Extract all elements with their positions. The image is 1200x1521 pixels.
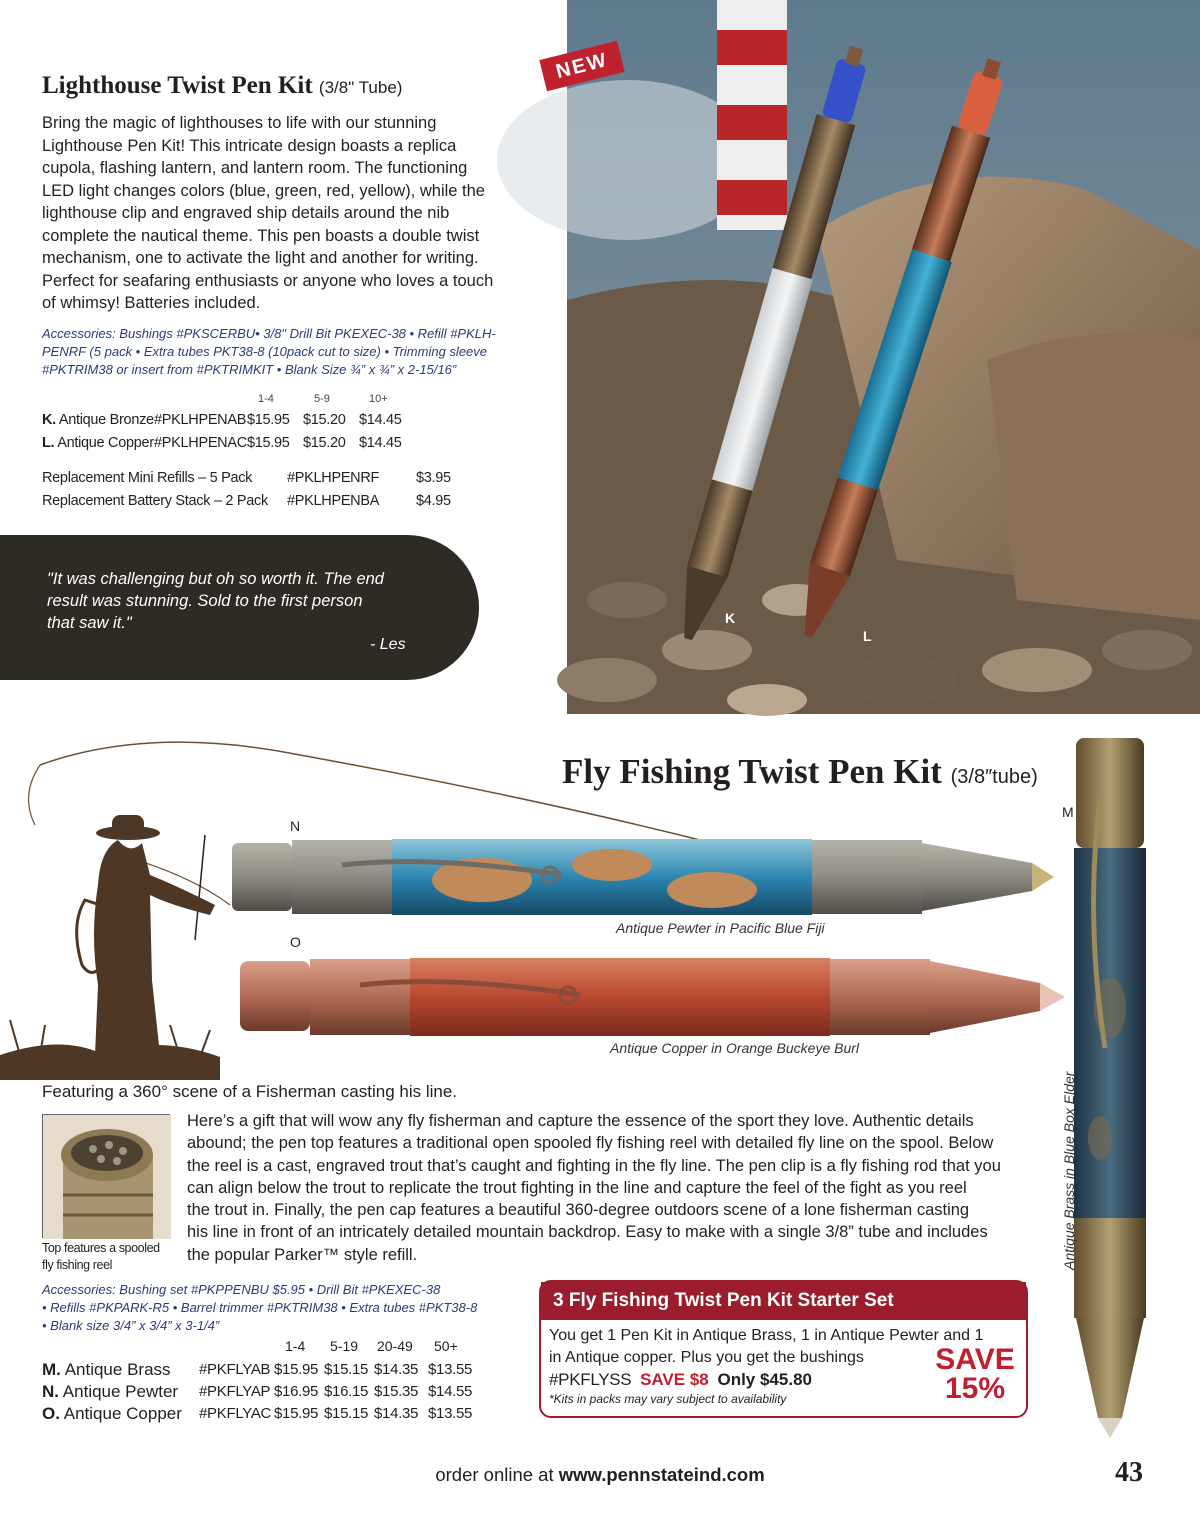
replacement-name: Replacement Mini Refills – 5 Pack	[42, 470, 253, 486]
product-price: $15.35	[374, 1383, 419, 1400]
flyfishing-description	[187, 1110, 1027, 1266]
product-price: $16.95	[274, 1383, 319, 1400]
desc-line: complete the nautical theme. This pen boasts a double twist	[42, 226, 480, 245]
replacement-price: $3.95	[416, 470, 451, 486]
product-name: Antique Bronze	[58, 412, 154, 428]
pen-m-brass	[1070, 738, 1150, 1438]
product-price: $14.35	[374, 1405, 419, 1422]
product-letter: K.	[42, 412, 56, 428]
reel-caption	[42, 1240, 182, 1274]
caption-copper: Antique Copper in Orange Buckeye Burl	[610, 1040, 860, 1056]
starter-set-note: *Kits in packs may vary subject to availability	[549, 1392, 787, 1406]
quote-line: that saw it."	[47, 614, 132, 632]
pen-label-m: M	[1062, 804, 1074, 820]
product-price: $15.95	[247, 435, 290, 451]
product-price: $14.45	[359, 412, 402, 428]
starter-set-sku: #PKFLYSS	[549, 1370, 632, 1389]
lighthouse-title-text: Lighthouse Twist Pen Kit	[42, 72, 313, 99]
desc-line: of whimsy! Batteries included.	[42, 294, 261, 312]
caption-pewter: Antique Pewter in Pacific Blue Fiji	[616, 920, 825, 936]
product-letter: M.	[42, 1360, 61, 1379]
feature-line: Featuring a 360° scene of a Fisherman casting his line.	[42, 1082, 458, 1101]
reel-illustration	[43, 1115, 171, 1239]
save-percent: 15%	[944, 1372, 1006, 1405]
product-price: $15.15	[324, 1361, 369, 1378]
testimonial-quote	[47, 568, 427, 634]
pen-label-n: N	[290, 818, 301, 834]
qty-header: 5-19	[330, 1338, 359, 1354]
product-row-o	[42, 1404, 182, 1424]
desc-line: abound; the pen top features a traditional open spooled fly fishing reel with detailed fly line on the spool. Below	[187, 1134, 994, 1153]
product-name: Antique Copper	[57, 435, 154, 451]
product-price: $16.15	[324, 1383, 369, 1400]
product-name: Antique Copper	[63, 1404, 182, 1423]
qty-header: 5-9	[314, 393, 330, 405]
flyfishing-accessories	[42, 1281, 522, 1335]
desc-line: the trout in. Finally, the pen cap features a beautiful 360-degree outdoors scene of a lone fisherman casting	[187, 1201, 970, 1220]
reel-closeup-photo	[42, 1114, 170, 1238]
replacement-sku: #PKLHPENBA	[287, 493, 380, 509]
product-price: $13.55	[428, 1405, 473, 1422]
desc-line: his line in front of an intricately detailed mountain backdrop. Easy to make with a single 3/8” tube and includes	[187, 1223, 988, 1242]
desc-line: Perfect for seafaring enthusiasts or anyone who loves a touch	[42, 271, 494, 290]
new-badge: NEW	[539, 41, 624, 91]
product-letter: N.	[42, 1382, 59, 1401]
starter-set-line: in Antique copper. Plus you get the bushings	[549, 1349, 864, 1366]
desc-line: Bring the magic of lighthouses to life with our stunning	[42, 114, 437, 132]
product-sku: #PKFLYAC	[199, 1405, 272, 1422]
caption-brass: Antique Brass in Blue Box Elder	[1061, 1071, 1077, 1270]
lighthouse-accessories	[42, 325, 502, 379]
product-price: $15.95	[247, 412, 290, 428]
product-row-k	[42, 412, 154, 428]
starter-set-save-amount: SAVE $8	[640, 1370, 709, 1389]
product-price: $14.35	[374, 1361, 419, 1378]
footer-prefix: order online at	[435, 1464, 559, 1485]
reel-caption-line: fly fishing reel	[42, 1258, 113, 1272]
lighthouse-pen-photo	[553, 0, 1200, 714]
product-price: $15.95	[274, 1361, 319, 1378]
save-word: SAVE	[935, 1343, 1015, 1376]
product-name: Antique Pewter	[62, 1382, 179, 1401]
flyfishing-title-sub: (3/8″tube)	[950, 766, 1038, 788]
lighthouse-photo-illustration	[567, 0, 1200, 714]
product-letter: O.	[42, 1404, 60, 1423]
accessories-line: Accessories: Bushings #PKSCERBU• 3/8" Drill Bit PKEXEC-38 • Refill #PKLH-	[42, 326, 496, 341]
desc-line: the reel is a cast, engraved trout that’s caught and fighting in the fly line. The pen clip is a fly fishing rod that you	[187, 1156, 1001, 1175]
starter-set-price: Only $45.80	[717, 1370, 812, 1389]
product-price: $15.15	[324, 1405, 369, 1422]
product-price: $15.95	[274, 1405, 319, 1422]
product-name: Antique Brass	[64, 1360, 171, 1379]
replacement-sku: #PKLHPENRF	[287, 470, 380, 486]
qty-header: 1-4	[285, 1338, 306, 1354]
testimonial-author: - Les	[370, 636, 406, 653]
save-percent-badge	[933, 1345, 1017, 1403]
starter-set-title: 3 Fly Fishing Twist Pen Kit Starter Set	[541, 1282, 1026, 1320]
replacement-price: $4.95	[416, 493, 451, 509]
accessories-line: • Refills #PKPARK-R5 • Barrel trimmer #PKTRIM38 • Extra tubes #PKT38-8	[42, 1300, 478, 1315]
page-number: 43	[1115, 1457, 1143, 1488]
product-price: $15.20	[303, 435, 346, 451]
accessories-line: PENRF (5 pack • Extra tubes PKT38-8 (10pack cut to size) • Trimming sleeve	[42, 344, 488, 359]
desc-line: LED light changes colors (blue, green, red, yellow), while the	[42, 181, 485, 200]
desc-line: the popular Parker™ style refill.	[187, 1245, 418, 1264]
product-sku: #PKFLYAP	[199, 1383, 271, 1400]
product-price: $13.55	[428, 1361, 473, 1378]
product-sku: #PKFLYAB	[199, 1361, 271, 1378]
desc-line: Here’s a gift that will wow any fly fisherman and capture the essence of the sport they love. Authentic details	[187, 1112, 974, 1130]
qty-header: 20-49	[377, 1338, 413, 1354]
accessories-line: #PKTRIM38 or insert from #PKTRIMKIT • Blank Size ¾” x ¾” x 2-15/16”	[42, 362, 457, 377]
footer-url[interactable]: www.pennstateind.com	[558, 1464, 765, 1485]
pen-label-l: L	[863, 628, 872, 644]
product-sku: #PKLHPENAB	[154, 412, 247, 428]
lighthouse-title-sub: (3/8" Tube)	[318, 78, 403, 97]
flyfishing-title-text: Fly Fishing Twist Pen Kit	[562, 752, 942, 791]
product-sku: #PKLHPENAC	[154, 435, 247, 451]
replacement-name: Replacement Battery Stack – 2 Pack	[42, 493, 268, 509]
starter-set-line: You get 1 Pen Kit in Antique Brass, 1 in Antique Pewter and 1	[549, 1327, 984, 1344]
product-row-m	[42, 1360, 171, 1380]
product-letter: L.	[42, 435, 55, 451]
qty-header: 50+	[434, 1338, 458, 1354]
product-price: $15.20	[303, 412, 346, 428]
desc-line: lighthouse clip and engraved ship details around the nib	[42, 204, 450, 222]
product-price: $14.55	[428, 1383, 473, 1400]
product-price: $14.45	[359, 435, 402, 451]
desc-line: cupola, flashing lantern, and lantern room. The functioning	[42, 159, 468, 177]
pen-o-copper	[240, 955, 1065, 1040]
product-row-l	[42, 435, 154, 451]
product-row-n	[42, 1382, 178, 1402]
lighthouse-title	[42, 72, 402, 100]
pen-label-o: O	[290, 934, 301, 950]
footer-order-line	[0, 1464, 1200, 1486]
pen-label-k: K	[725, 610, 736, 626]
desc-line: Lighthouse Pen Kit! This intricate design boasts a replica	[42, 136, 457, 155]
desc-line: mechanism, one to activate the light and another for writing.	[42, 249, 479, 267]
desc-line: can align below the trout to replicate the trout fighting in the line and capture the feel of the fight as you reel	[187, 1178, 967, 1197]
pen-n-pewter	[232, 835, 1054, 920]
accessories-line: Accessories: Bushing set #PKPPENBU $5.95 • Drill Bit #PKEXEC-38	[42, 1282, 441, 1297]
quote-line: result was stunning. Sold to the first person	[47, 592, 363, 610]
lighthouse-description	[42, 112, 502, 315]
reel-caption-line: Top features a spooled	[42, 1241, 160, 1255]
quote-line: "It was challenging but oh so worth it. The end	[47, 570, 384, 588]
accessories-line: • Blank size 3/4” x 3/4” x 3-1/4”	[42, 1318, 220, 1333]
qty-header: 10+	[369, 393, 388, 405]
flyfishing-title	[562, 752, 1038, 792]
qty-header: 1-4	[258, 393, 274, 405]
